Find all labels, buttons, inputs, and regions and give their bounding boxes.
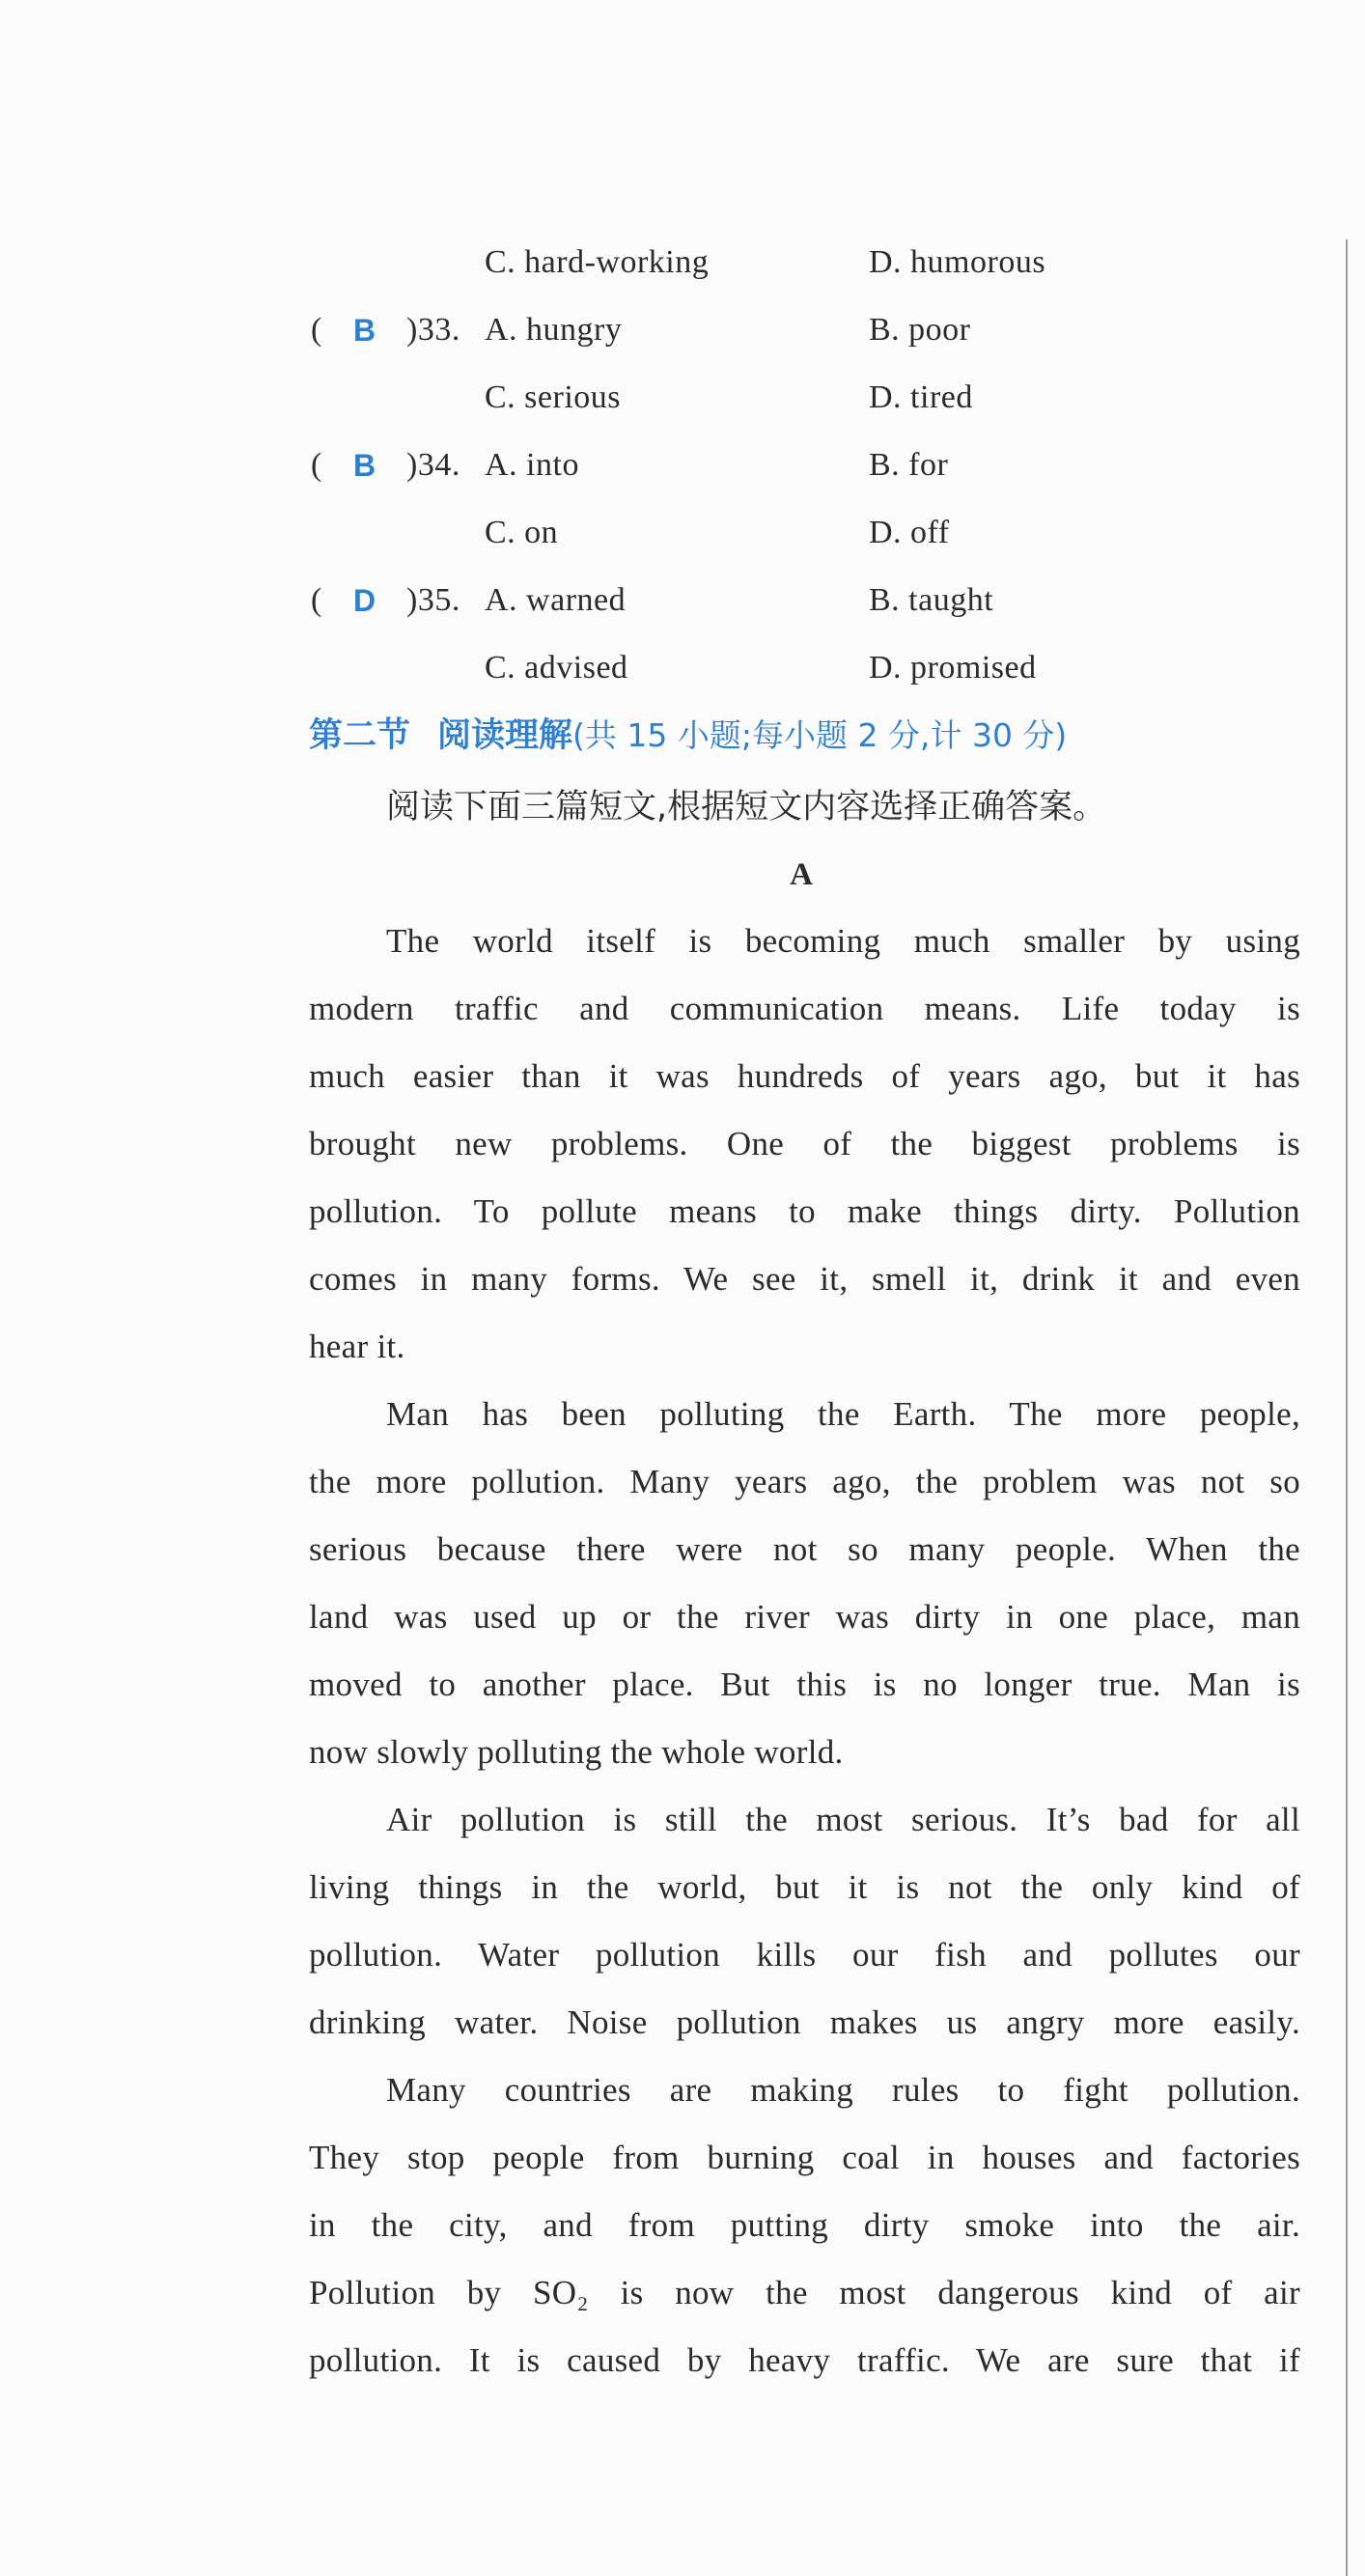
passage-line: brought new problems. One of the biggest problems is bbox=[309, 1125, 1300, 1162]
option-c-34: C. on bbox=[485, 515, 559, 550]
passage-label-wrap bbox=[0, 848, 1365, 902]
passage-line: Man has been polluting the Earth. The more people, bbox=[386, 1395, 1300, 1433]
section-note: (共 15 小题;每小题 2 分,计 30 分) bbox=[572, 716, 1068, 754]
answer-paren: ( bbox=[311, 447, 322, 483]
option-d-33: D. tired bbox=[869, 379, 973, 415]
option-c-32: C. hard-working bbox=[485, 244, 710, 280]
section-title: 第二节 bbox=[309, 716, 411, 755]
option-d-35: D. promised bbox=[869, 650, 1037, 686]
option-row-34-cd bbox=[0, 509, 1365, 557]
passage-line: hear it. bbox=[309, 1328, 405, 1365]
option-row-33-cd bbox=[0, 374, 1365, 422]
passage-line: the more pollution. Many years ago, the problem was not so bbox=[309, 1463, 1300, 1500]
answer-33: B bbox=[353, 313, 376, 348]
answer-paren: ( bbox=[311, 312, 322, 348]
passage-line: land was used up or the river was dirty in one place, man bbox=[309, 1598, 1300, 1636]
answer-34: B bbox=[353, 448, 376, 483]
question-number-33: )33. bbox=[406, 312, 460, 348]
passage-line: living things in the world, but it is not the only kind of bbox=[309, 1868, 1300, 1906]
passage-label: A bbox=[790, 857, 813, 892]
passage-line: Pollution by SO₂ is now the most dangerous kind of air bbox=[309, 2274, 1300, 2311]
passage-line: pollution. It is caused by heavy traffic. We are sure that if bbox=[309, 2341, 1300, 2379]
question-number-35: )35. bbox=[406, 582, 460, 618]
passage-line: much easier than it was hundreds of years ago, but it has bbox=[309, 1057, 1300, 1095]
option-d-32: D. humorous bbox=[869, 244, 1046, 280]
section-heading bbox=[309, 709, 1067, 763]
passage-line: drinking water. Noise pollution makes us angry more easily. bbox=[309, 2003, 1300, 2041]
answer-35: D bbox=[353, 583, 376, 618]
option-b-35: B. taught bbox=[869, 582, 994, 618]
option-c-35: C. advised bbox=[485, 650, 628, 686]
answer-paren: ( bbox=[311, 582, 322, 618]
section-subtitle: 阅读理解 bbox=[437, 716, 573, 755]
question-number-34: )34. bbox=[406, 447, 460, 483]
option-row-34-ab bbox=[0, 441, 1365, 490]
passage-line: They stop people from burning coal in houses and factories bbox=[309, 2139, 1300, 2176]
passage-line: modern traffic and communication means. Life today is bbox=[309, 990, 1300, 1027]
passage-line: comes in many forms. We see it, smell it, drink it and even bbox=[309, 1260, 1300, 1298]
passage-line: pollution. To pollute means to make things dirty. Pollution bbox=[309, 1192, 1300, 1230]
option-row-35-cd bbox=[0, 644, 1365, 692]
passage-line: pollution. Water pollution kills our fish and pollutes our bbox=[309, 1936, 1300, 1974]
option-row-33-ab bbox=[0, 306, 1365, 354]
passage-line: Air pollution is still the most serious. It’s bad for all bbox=[386, 1801, 1300, 1838]
section-instruction: 阅读下面三篇短文,根据短文内容选择正确答案。 bbox=[386, 788, 1107, 826]
option-row-35-ab bbox=[0, 576, 1365, 625]
option-a-35: A. warned bbox=[485, 582, 627, 618]
passage-line: in the city, and from putting dirty smoke into the air. bbox=[309, 2206, 1300, 2244]
option-a-33: A. hungry bbox=[485, 312, 623, 348]
passage-line: Many countries are making rules to fight pollution. bbox=[386, 2071, 1300, 2109]
option-a-34: A. into bbox=[485, 447, 579, 483]
passage-line: The world itself is becoming much smaller by using bbox=[386, 922, 1300, 960]
option-row-32-cd bbox=[0, 238, 1365, 287]
option-b-34: B. for bbox=[869, 447, 949, 483]
passage-line: moved to another place. But this is no longer true. Man is bbox=[309, 1666, 1300, 1703]
option-c-33: C. serious bbox=[485, 379, 621, 415]
option-b-33: B. poor bbox=[869, 312, 971, 348]
option-d-34: D. off bbox=[869, 515, 950, 550]
passage-line: now slowly polluting the whole world. bbox=[309, 1733, 844, 1771]
passage-line: serious because there were not so many people. When the bbox=[309, 1530, 1300, 1568]
